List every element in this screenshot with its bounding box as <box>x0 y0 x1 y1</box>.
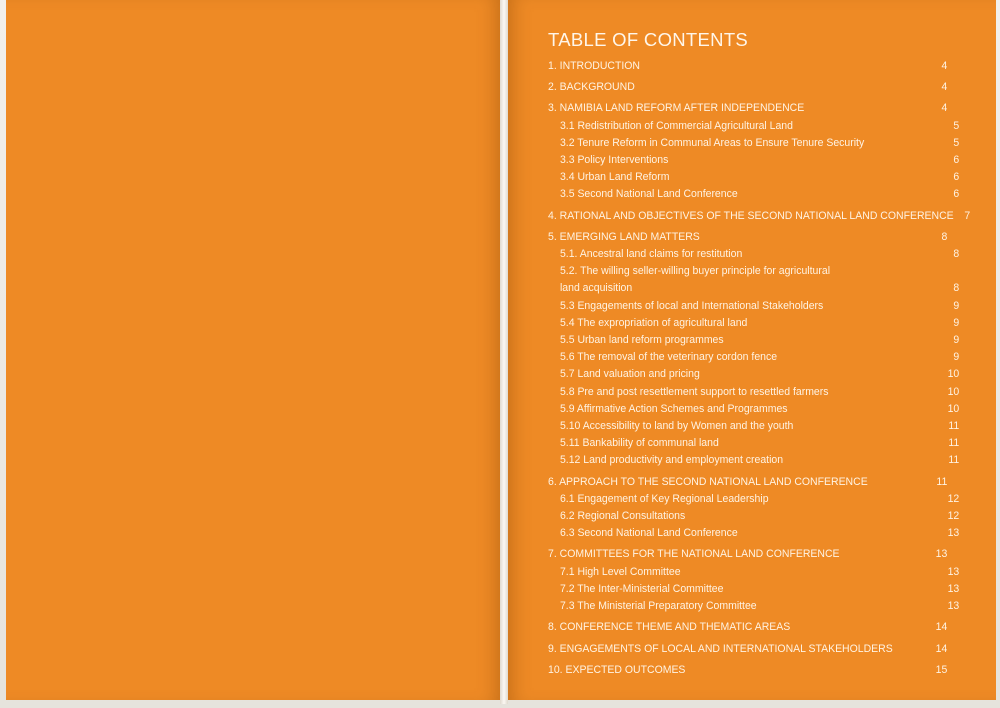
toc-entry-label: 4. RATIONAL AND OBJECTIVES OF THE SECOND NATIONAL LAND CONFERENCE <box>548 209 954 222</box>
toc-entry-label: 5.5 Urban land reform programmes <box>559 334 724 347</box>
toc-entry-label: 9. ENGAGEMENTS OF LOCAL AND INTERNATIONAL STAKEHOLDERS <box>548 642 893 655</box>
toc-entry-page: 6 <box>953 171 960 184</box>
toc-subentry <box>548 525 959 542</box>
toc-subentry <box>548 435 959 452</box>
toc-entry-label: 3.2 Tenure Reform in Communal Areas to Ensure Tenure Security <box>559 136 865 149</box>
toc-entry-label: 7.2 The Inter-Ministerial Committee <box>559 582 724 595</box>
toc-entry-label: 7. COMMITTEES FOR THE NATIONAL LAND CONFERENCE <box>548 548 840 561</box>
toc-subentry <box>548 186 959 203</box>
toc-subentry <box>548 418 959 435</box>
toc-entry-label: 5.9 Affirmative Action Schemes and Programmes <box>559 402 788 415</box>
toc-entry <box>548 474 947 491</box>
toc-title: TABLE OF CONTENTS <box>548 29 749 50</box>
toc-entry-label: 5.7 Land valuation and pricing <box>559 368 700 381</box>
booklet-gutter <box>500 0 508 704</box>
toc-entry-label: 10. EXPECTED OUTCOMES <box>548 663 686 676</box>
toc-entry-label: 5. EMERGING LAND MATTERS <box>548 230 700 243</box>
right-toc-page <box>508 0 996 700</box>
toc-entry-page: 6 <box>953 154 960 167</box>
toc-entry-page: 13 <box>947 527 960 540</box>
toc-subentry <box>548 349 959 366</box>
toc-subentry <box>548 152 959 169</box>
toc-entry-page: 13 <box>935 548 948 561</box>
toc-entry <box>548 546 947 563</box>
toc-entry-page: 11 <box>948 420 960 433</box>
toc-entry-page: 10 <box>947 368 960 381</box>
toc-entry-page: 11 <box>948 437 960 450</box>
toc-entry-page: 7 <box>964 209 971 222</box>
toc-entry-label: 3.3 Policy Interventions <box>559 154 669 167</box>
toc-entry <box>548 662 947 679</box>
toc-entry-page: 11 <box>948 454 960 467</box>
toc-subentry <box>548 452 959 469</box>
toc-entry-page: 4 <box>941 102 948 115</box>
toc-subentry <box>548 118 959 135</box>
toc-entry <box>548 58 947 75</box>
toc-list <box>548 58 971 679</box>
toc-entry-label: 5.4 The expropriation of agricultural land <box>559 316 748 329</box>
toc-entry-label: 5.11 Bankability of communal land <box>559 437 719 450</box>
toc-subentry <box>548 564 959 581</box>
toc-subentry <box>548 366 959 383</box>
toc-entry-label: 6.2 Regional Consultations <box>559 510 686 523</box>
toc-subentry <box>548 598 959 615</box>
toc-entry-page: 11 <box>936 475 948 488</box>
toc-entry-label: 5.2. The willing seller-willing buyer principle for agricultural land acquisition <box>559 265 831 295</box>
toc-entry-label: 3. NAMIBIA LAND REFORM AFTER INDEPENDENCE <box>548 102 805 115</box>
toc-entry-page: 9 <box>953 299 960 312</box>
toc-subentry <box>548 135 959 152</box>
toc-entry-page: 13 <box>947 565 960 578</box>
toc-entry-label: 6.1 Engagement of Key Regional Leadership <box>559 492 769 505</box>
toc-entry-page: 10 <box>947 385 960 398</box>
toc-subentry <box>548 581 959 598</box>
toc-entry <box>548 79 947 96</box>
toc-subentry <box>548 332 959 349</box>
toc-entry-label: 6.3 Second National Land Conference <box>559 527 738 540</box>
toc-entry-page: 5 <box>953 119 960 132</box>
toc-entry-page: 9 <box>953 334 960 347</box>
toc-entry-label: 5.8 Pre and post resettlement support to resettled farmers <box>559 385 829 398</box>
toc-subentry <box>548 315 959 332</box>
toc-entry-page: 9 <box>953 316 960 329</box>
toc-entry-label: 7.3 The Ministerial Preparatory Committee <box>559 600 757 613</box>
toc-entry-label: 2. BACKGROUND <box>548 81 635 94</box>
toc-entry-page: 13 <box>947 600 960 613</box>
toc-subentry <box>548 491 959 508</box>
toc-entry-page: 14 <box>935 642 948 655</box>
toc-entry-page: 6 <box>953 188 960 201</box>
toc-subentry <box>548 508 959 525</box>
table-of-contents <box>548 28 971 679</box>
toc-entry-page: 13 <box>947 582 960 595</box>
toc-entry-label: 6. APPROACH TO THE SECOND NATIONAL LAND CONFERENCE <box>548 475 868 488</box>
toc-entry-label: 1. INTRODUCTION <box>548 60 640 72</box>
toc-entry <box>548 208 971 225</box>
toc-entry <box>548 619 947 636</box>
toc-entry-label: 5.1. Ancestral land claims for restitution <box>559 248 743 261</box>
toc-entry <box>548 641 947 658</box>
toc-subentry <box>548 263 959 297</box>
toc-subentry <box>548 246 959 263</box>
toc-entry-label: 7.1 High Level Committee <box>559 565 681 578</box>
toc-entry <box>548 100 947 117</box>
left-blank-page <box>6 0 500 700</box>
toc-entry-page: 14 <box>935 621 948 634</box>
toc-entry-page: 5 <box>953 136 960 149</box>
toc-entry-page: 8 <box>941 230 948 243</box>
toc-entry-label: 3.1 Redistribution of Commercial Agricultural Land <box>559 119 793 132</box>
toc-entry-label: 3.5 Second National Land Conference <box>559 188 738 201</box>
toc-entry-page: 4 <box>941 81 948 94</box>
toc-entry-page: 8 <box>953 248 960 261</box>
toc-entry-page: 9 <box>953 351 960 364</box>
toc-subentry <box>548 384 959 401</box>
toc-entry-label: 5.10 Accessibility to land by Women and the youth <box>559 420 794 433</box>
toc-entry-page: 12 <box>947 492 960 505</box>
toc-entry-page: 4 <box>941 60 948 72</box>
toc-entry-label: 5.6 The removal of the veterinary cordon fence <box>559 351 778 364</box>
toc-entry <box>548 229 947 246</box>
toc-entry-page: 12 <box>947 510 960 523</box>
toc-entry-label: 5.3 Engagements of local and International Stakeholders <box>559 299 824 312</box>
toc-entry-page: 8 <box>953 282 960 295</box>
toc-subentry <box>548 401 959 418</box>
toc-subentry <box>548 169 959 186</box>
toc-subentry <box>548 298 959 315</box>
toc-entry-page: 10 <box>947 402 960 415</box>
toc-entry-page: 15 <box>935 663 948 676</box>
toc-entry-label: 8. CONFERENCE THEME AND THEMATIC AREAS <box>548 621 791 634</box>
toc-entry-label: 3.4 Urban Land Reform <box>559 171 670 184</box>
toc-entry-label: 5.12 Land productivity and employment creation <box>559 454 784 467</box>
